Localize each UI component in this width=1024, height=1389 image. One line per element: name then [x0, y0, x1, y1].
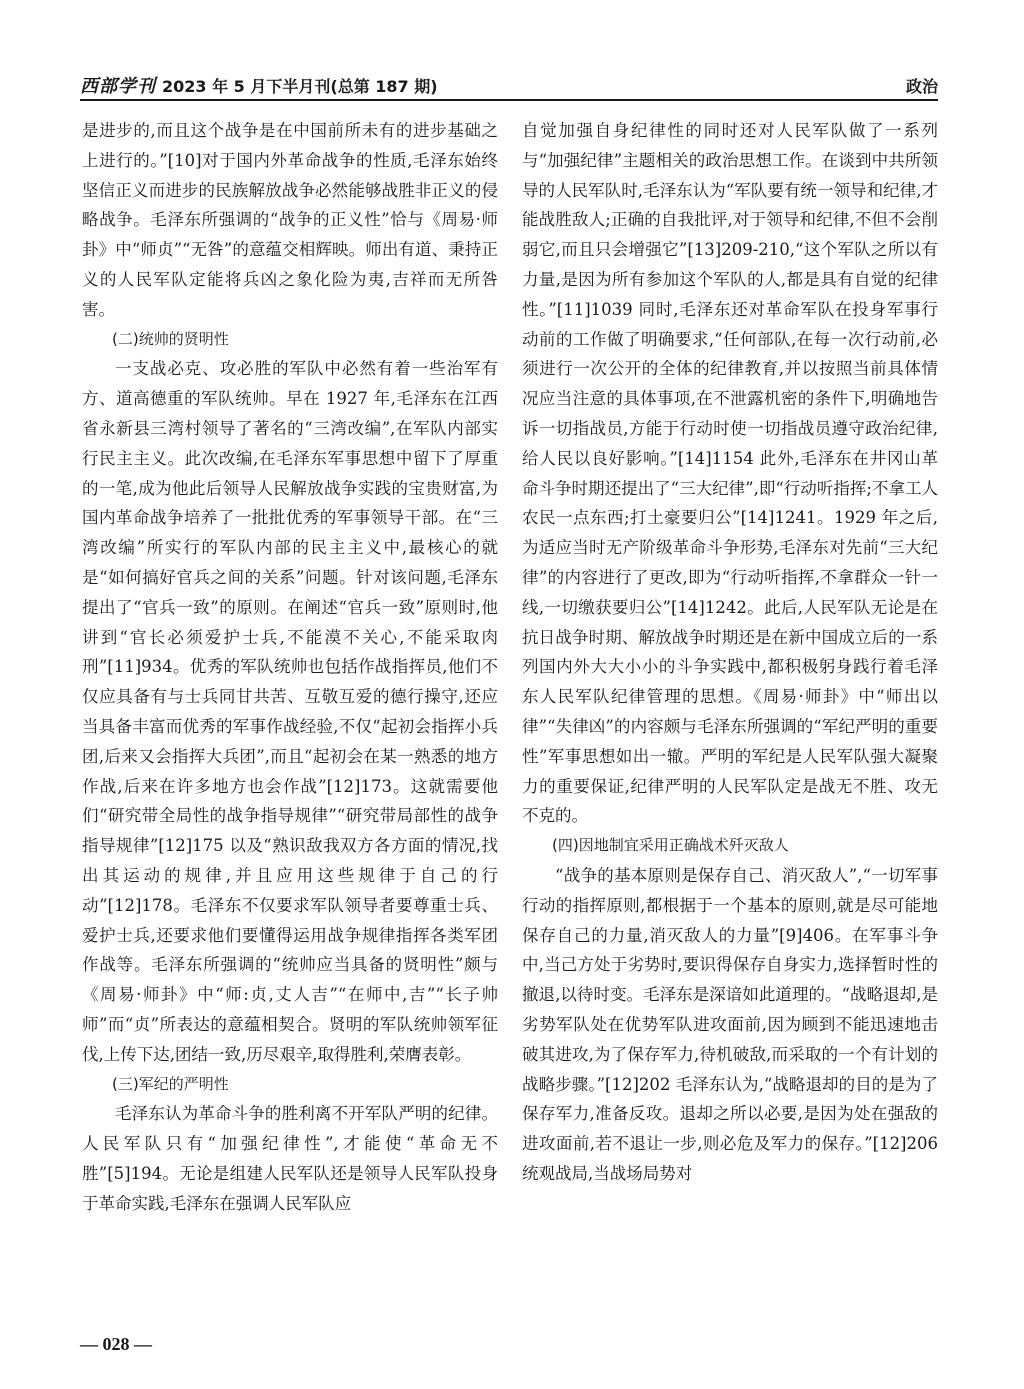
issue-info: 2023 年 5 月下半月刊(总第 187 期) [162, 76, 438, 96]
paragraph: 毛泽东认为革命斗争的胜利离不开军队严明的纪律。人民军队只有“加强纪律性”,才能使“革命无不胜”[5]194。无论是组建人民军队还是领导人民军队投身于革命实践,毛泽东在强调人民军队应 [82, 1104, 498, 1213]
section-heading: (四)因地制宜采用正确战术歼灭敌人 [552, 836, 789, 855]
paragraph: “战争的基本原则是保存自己、消灭敌人”,“一切军事行动的指挥原则,都根据于一个基本的原则,就是尽可能地保存自己的力量,消灭敌人的力量”[9]406。在军事斗争中,当己方处于劣势时,要识得保存自身实力,选择暂时性的撤退,以待时变。毛泽东是深谙如此道理的。“战略退却,是劣势军队处在优势军队进攻面前,因为顾到不能迅速地击破其进攻,为了保存军力,待机破敌,而采取的一个有计划的战略步骤。”[12]202 毛泽东认为,“战略退却的目的是为了保存军力,准备反攻。退却之所以必要,是因为处在强敌的进攻面前,若不退让一步,则必危及军力的保存。”[12]206 统观战局,当战场局势对 [522, 865, 938, 1183]
page-number: — 028 — [80, 1334, 152, 1354]
page-header [80, 71, 938, 101]
section-label: 政治 [905, 76, 938, 96]
section-heading: (二)统帅的贤明性 [112, 329, 229, 348]
paragraph: 是进步的,而且这个战争是在中国前所未有的进步基础之上进行的。”[10]对于国内外革命战争的性质,毛泽东始终坚信正义而进步的民族解放战争必然能够战胜非正义的侵略战争。毛泽东所强调的“战争的正义性”恰与《周易·师卦》中“师贞”“无咎”的意蕴交相辉映。师出有道、秉持正义的人民军队定能将兵凶之象化险为夷,吉祥而无所咎害。 [82, 121, 498, 319]
journal-logo: 西部学刊 [80, 76, 156, 97]
left-column [82, 116, 498, 1316]
paragraph: 自觉加强自身纪律性的同时还对人民军队做了一系列与“加强纪律”主题相关的政治思想工作。在谈到中共所领导的人民军队时,毛泽东认为“军队要有统一领导和纪律,才能战胜敌人;正确的自我批评,对于领导和纪律,不但不会削弱它,而且只会增强它”[13]209-210,“这个军队之所以有力量,是因为所有参加这个军队的人,都是具有自觉的纪律性。”[11]1039 同时,毛泽东还对革命军队在投身军事行动前的工作做了明确要求,“任何部队,在每一次行动前,必须进行一次公开的全体的纪律教育,并以按照当前具体情况应当注意的具体事项,在不泄露机密的条件下,明确地告诉一切指战员,方能于行动时使一切指战员遵守政治纪律,给人民以良好影响。”[14]1154 此外,毛泽东在井冈山革命斗争时期还提出了“三大纪律”,即“行动听指挥;不拿工人农民一点东西;打土豪要归公”[14]1241。1929 年之后,为适应当时无产阶级革命斗争形势,毛泽东对先前“三大纪律”的内容进行了更改,即为“行动听指挥,不拿群众一针一线,一切缴获要归公”[14]1242。此后,人民军队无论是在抗日战争时期、解放战争时期还是在新中国成立后的一系列国内外大大小小的斗争实践中,都积极躬身践行着毛泽东人民军队纪律管理的思想。《周易·师卦》中“师出以律”“失律凶”的内容颇与毛泽东所强调的“军纪严明的重要性”军事思想如出一辙。严明的军纪是人民军队强大凝聚力的重要保证,纪律严明的人民军队定是战无不胜、攻无不克的。 [522, 121, 938, 826]
journal-masthead [80, 72, 438, 98]
right-column [522, 116, 938, 1316]
section-heading: (三)军纪的严明性 [112, 1074, 229, 1093]
paragraph: 一支战必克、攻必胜的军队中必然有着一些治军有方、道高德重的军队统帅。早在 1927 年,毛泽东在江西省永新县三湾村领导了著名的“三湾改编”,在军队内部实行民主主义。此次改编,在毛泽东军事思想中留下了厚重的一笔,成为他此后领导人民解放战争实践的宝贵财富,为国内革命战争培养了一批批优秀的军事领导干部。在“三湾改编”所实行的军队内部的民主主义中,最核心的就是“如何搞好官兵之间的关系”问题。针对该问题,毛泽东提出了“官兵一致”的原则。在阐述“官兵一致”原则时,他讲到“官长必须爱护士兵,不能漠不关心,不能采取肉刑”[11]934。优秀的军队统帅也包括作战指挥员,他们不仅应具备有与士兵同甘共苦、互敬互爱的德行操守,还应当具备丰富而优秀的军事作战经验,不仅“起初会指挥小兵团,后来又会指挥大兵团”,而且“起初会在某一熟悉的地方作战,后来在许多地方也会作战”[12]173。这就需要他们“研究带全局性的战争指导规律”“研究带局部性的战争指导规律”[12]175 以及“熟识敌我双方各方面的情况,找出其运动的规律,并且应用这些规律于自己的行动”[12]178。毛泽东不仅要求军队领导者要尊重士兵、爱护士兵,还要求他们要懂得运用战争规律指挥各类军团作战等。毛泽东所强调的“统帅应当具备的贤明性”颇与《周易·师卦》中“师:贞,丈人吉”“在师中,吉”“长子帅师”而“贞”所表达的意蕴相契合。贤明的军队统帅领军征伐,上传下达,团结一致,历尽艰辛,取得胜利,荣膺表彰。 [82, 359, 498, 1064]
